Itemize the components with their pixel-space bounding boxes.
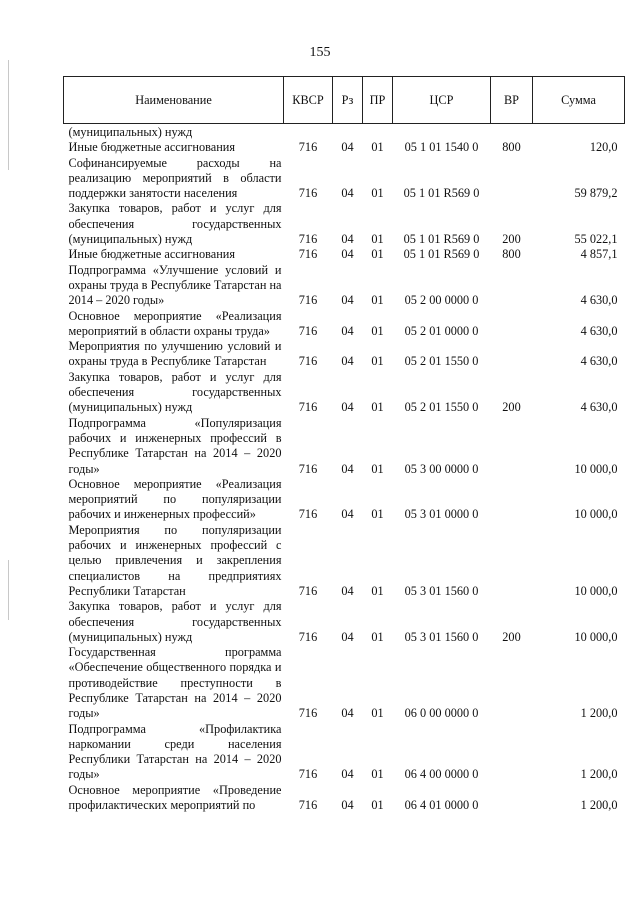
cell-kvsr: 716	[298, 400, 318, 415]
cell-kvsr: 716	[298, 629, 318, 644]
cell-csr: 05 3 00 0000 0	[404, 461, 479, 476]
cell-kvsr: 716	[298, 767, 318, 782]
cell-name: Основное мероприятие «Реализация мероприятий по популяризации рабочих и инженерных профессий»	[68, 476, 282, 522]
cell-sum: 4 857,1	[580, 247, 618, 262]
table-row	[64, 416, 625, 477]
cell-kvsr: 716	[298, 461, 318, 476]
cell-name: Подпрограмма «Улучшение условий и охраны труда в Республике Татарстан на 2014 – 2020 годы»	[68, 262, 282, 308]
cell-name: Мероприятия по улучшению условий и охраны труда в Республике Татарстан	[68, 339, 282, 369]
cell-name: Основное мероприятие «Реализация мероприятий в области охраны труда»	[68, 308, 282, 338]
table-row	[64, 599, 625, 645]
cell-pr: 01	[371, 186, 384, 201]
cell-sum: 10 000,0	[574, 629, 618, 644]
cell-sum: 4 630,0	[580, 323, 618, 338]
header-pr: ПР	[363, 77, 393, 124]
cell-pr: 01	[371, 629, 384, 644]
cell-pr: 01	[371, 798, 384, 813]
cell-rz: 04	[341, 232, 354, 247]
cell-vr	[491, 124, 533, 141]
cell-vr	[491, 477, 533, 523]
cell-name: Подпрограмма «Популяризация рабочих и инженерных профессий в Республике Татарстан на 2014 – 2020 годы»	[68, 415, 282, 476]
cell-rz: 04	[341, 293, 354, 308]
cell-rz: 04	[341, 767, 354, 782]
page-number: 155	[309, 45, 331, 60]
cell-csr: 05 3 01 1560 0	[404, 583, 479, 598]
cell-name: Иные бюджетные ассигнования	[68, 247, 236, 262]
cell-csr: 05 1 01 1540 0	[404, 140, 479, 155]
cell-rz: 04	[341, 354, 354, 369]
cell-csr	[393, 124, 491, 141]
cell-csr: 05 1 01 R569 0	[403, 247, 480, 262]
cell-rz: 04	[341, 140, 354, 155]
table-row	[64, 263, 625, 309]
cell-vr: 200	[502, 400, 521, 415]
cell-csr: 05 3 01 0000 0	[404, 507, 479, 522]
table-row	[64, 477, 625, 523]
table-row	[64, 309, 625, 340]
header-sum: Сумма	[533, 77, 625, 124]
scan-edge-mark	[8, 60, 9, 170]
cell-sum: 4 630,0	[580, 354, 618, 369]
cell-sum: 55 022,1	[574, 232, 618, 247]
cell-vr	[491, 309, 533, 340]
cell-name: Закупка товаров, работ и услуг для обеспечения государственных (муниципальных) нужд	[68, 201, 282, 247]
cell-name: Основное мероприятие «Проведение профилактических мероприятий по	[68, 782, 282, 813]
cell-rz: 04	[341, 323, 354, 338]
cell-vr	[491, 263, 533, 309]
cell-sum: 4 630,0	[580, 293, 618, 308]
cell-rz: 04	[341, 629, 354, 644]
header-vr: ВР	[491, 77, 533, 124]
cell-csr: 05 2 01 1550 0	[404, 400, 479, 415]
cell-pr: 01	[371, 247, 384, 262]
cell-vr: 200	[502, 629, 521, 644]
cell-kvsr: 716	[298, 706, 318, 721]
header-csr: ЦСР	[393, 77, 491, 124]
cell-csr: 06 4 01 0000 0	[404, 798, 479, 813]
cell-vr	[491, 783, 533, 814]
cell-name: Иные бюджетные ассигнования	[68, 140, 236, 155]
cell-name: Мероприятия по популяризации рабочих и инженерных профессий с целью привлечения и закрепления специалистов на предприятиях Республики Татарстан	[68, 522, 282, 598]
cell-kvsr: 716	[298, 140, 318, 155]
cell-pr: 01	[371, 507, 384, 522]
table-row	[64, 247, 625, 262]
table-row	[64, 140, 625, 155]
header-rz: Рз	[333, 77, 363, 124]
cell-vr	[491, 645, 533, 721]
table-row	[64, 201, 625, 247]
table-row	[64, 156, 625, 202]
cell-rz: 04	[341, 706, 354, 721]
cell-csr: 05 2 01 0000 0	[404, 323, 479, 338]
cell-pr: 01	[371, 354, 384, 369]
cell-vr	[491, 416, 533, 477]
table-row	[64, 370, 625, 416]
cell-pr: 01	[371, 706, 384, 721]
cell-csr: 05 2 01 1550 0	[404, 354, 479, 369]
cell-pr: 01	[371, 461, 384, 476]
table-header-row	[64, 77, 625, 124]
cell-sum: 1 200,0	[580, 767, 618, 782]
cell-sum: 1 200,0	[580, 706, 618, 721]
cell-csr: 05 1 01 R569 0	[403, 186, 480, 201]
cell-rz: 04	[341, 461, 354, 476]
table-row	[64, 124, 625, 141]
cell-pr: 01	[371, 140, 384, 155]
cell-kvsr: 716	[298, 507, 318, 522]
cell-csr: 05 2 00 0000 0	[404, 293, 479, 308]
cell-csr: 05 3 01 1560 0	[404, 629, 479, 644]
cell-pr: 01	[371, 293, 384, 308]
cell-kvsr: 716	[298, 323, 318, 338]
cell-pr: 01	[371, 767, 384, 782]
cell-sum: 4 630,0	[580, 400, 618, 415]
scan-edge-mark	[8, 560, 9, 620]
cell-sum: 59 879,2	[574, 186, 618, 201]
cell-sum: 10 000,0	[574, 583, 618, 598]
cell-name: (муниципальных) нужд	[68, 125, 193, 139]
cell-vr: 800	[502, 140, 521, 155]
cell-vr: 800	[502, 247, 521, 262]
cell-kvsr: 716	[298, 293, 318, 308]
cell-kvsr: 716	[298, 798, 318, 813]
cell-pr: 01	[371, 232, 384, 247]
cell-sum	[533, 124, 625, 141]
cell-pr: 01	[371, 583, 384, 598]
cell-sum: 1 200,0	[580, 798, 618, 813]
cell-pr	[363, 124, 393, 141]
cell-vr	[491, 523, 533, 599]
cell-name: Подпрограмма «Профилактика наркомании среди населения Республики Татарстан на 2014 – 2020 годы»	[68, 721, 282, 782]
cell-pr: 01	[371, 400, 384, 415]
table-row	[64, 645, 625, 721]
cell-rz: 04	[341, 400, 354, 415]
cell-kvsr: 716	[298, 186, 318, 201]
cell-sum: 10 000,0	[574, 507, 618, 522]
cell-kvsr: 716	[298, 232, 318, 247]
cell-vr	[491, 339, 533, 370]
cell-name: Государственная программа «Обеспечение общественного порядка и противодействие преступности в Республике Татарстан на 2014 – 2020 годы»	[68, 645, 282, 721]
cell-kvsr: 716	[298, 583, 318, 598]
header-kvsr: КВСР	[284, 77, 333, 124]
table-row	[64, 523, 625, 599]
cell-name: Закупка товаров, работ и услуг для обеспечения государственных (муниципальных) нужд	[68, 369, 282, 415]
cell-name: Софинансируемые расходы на реализацию мероприятий в области поддержки занятости населения	[68, 155, 282, 201]
cell-rz: 04	[341, 583, 354, 598]
cell-kvsr	[284, 124, 333, 141]
cell-vr	[491, 722, 533, 783]
table-row	[64, 339, 625, 370]
cell-csr: 06 0 00 0000 0	[404, 706, 479, 721]
table-body	[64, 124, 625, 814]
cell-vr: 200	[502, 232, 521, 247]
cell-rz: 04	[341, 507, 354, 522]
cell-rz: 04	[341, 798, 354, 813]
table-row	[64, 783, 625, 814]
cell-rz	[333, 124, 363, 141]
budget-table	[63, 76, 625, 813]
cell-sum: 10 000,0	[574, 461, 618, 476]
cell-name: Закупка товаров, работ и услуг для обеспечения государственных (муниципальных) нужд	[68, 599, 282, 644]
header-name: Наименование	[64, 77, 284, 124]
cell-pr: 01	[371, 323, 384, 338]
cell-vr	[491, 156, 533, 202]
cell-rz: 04	[341, 247, 354, 262]
cell-rz: 04	[341, 186, 354, 201]
cell-csr: 05 1 01 R569 0	[403, 232, 480, 247]
table-row	[64, 722, 625, 783]
cell-sum: 120,0	[589, 140, 618, 155]
cell-csr: 06 4 00 0000 0	[404, 767, 479, 782]
cell-kvsr: 716	[298, 247, 318, 262]
cell-kvsr: 716	[298, 354, 318, 369]
